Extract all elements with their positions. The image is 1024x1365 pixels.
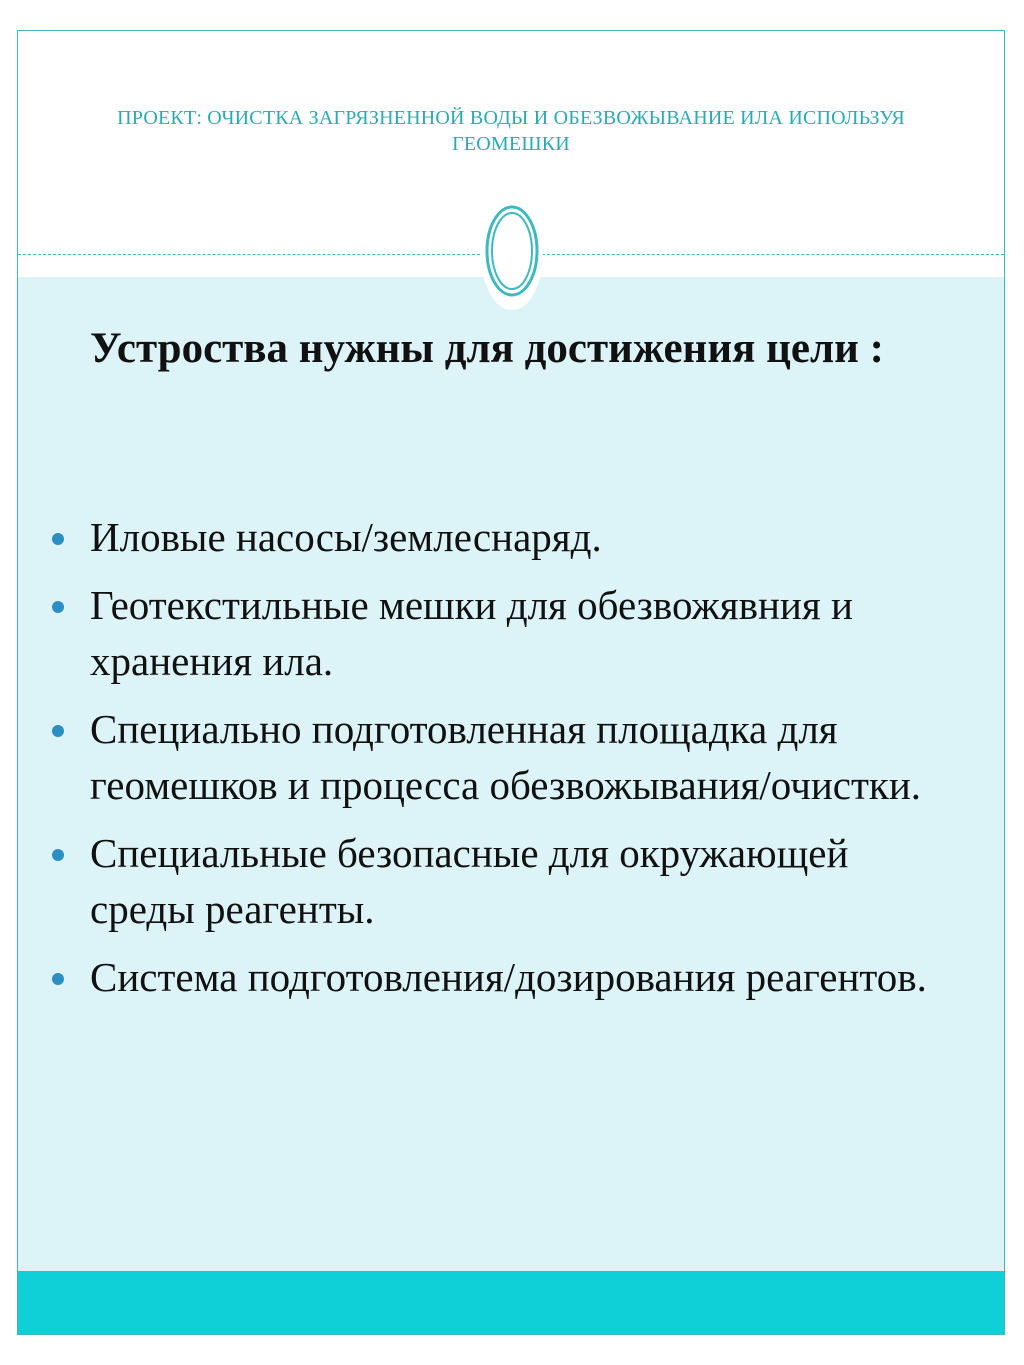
list-item-text: Система подготовления/дозирования реагентов. [90, 954, 927, 1000]
bullet-dot-icon [52, 533, 64, 545]
slide [17, 30, 1005, 1335]
list-item [48, 949, 948, 1005]
bullet-list [48, 509, 948, 1017]
list-item [48, 509, 948, 565]
bullet-dot-icon [52, 601, 64, 613]
list-item-text: Специальные безопасные для окружающей среды реагенты. [90, 830, 849, 932]
list-item-text: Геотекстильные мешки для обезвожявния и хранения ила. [90, 582, 853, 684]
list-item [48, 825, 948, 937]
list-item-text: Специально подготовленная площадка для геомешков и процесса обезвожывания/очистки. [90, 706, 922, 808]
list-item-text: Иловые насосы/землеснаряд. [90, 514, 602, 560]
list-item [48, 701, 948, 813]
content-heading: Устроства нужны для достижения цели : [90, 325, 884, 372]
bullet-dot-icon [52, 725, 64, 737]
bullet-dot-icon [52, 849, 64, 861]
footer-band [18, 1271, 1004, 1335]
oval-ornament-icon [480, 199, 544, 311]
list-item [48, 577, 948, 689]
slide-title: ПРОЕКТ: ОЧИСТКА ЗАГРЯЗНЕННОЙ ВОДЫ И ОБЕЗВОЖЫВАНИЕ ИЛА ИСПОЛЬЗУЯ ГЕОМЕШКИ [117, 107, 905, 155]
bullet-dot-icon [52, 973, 64, 985]
